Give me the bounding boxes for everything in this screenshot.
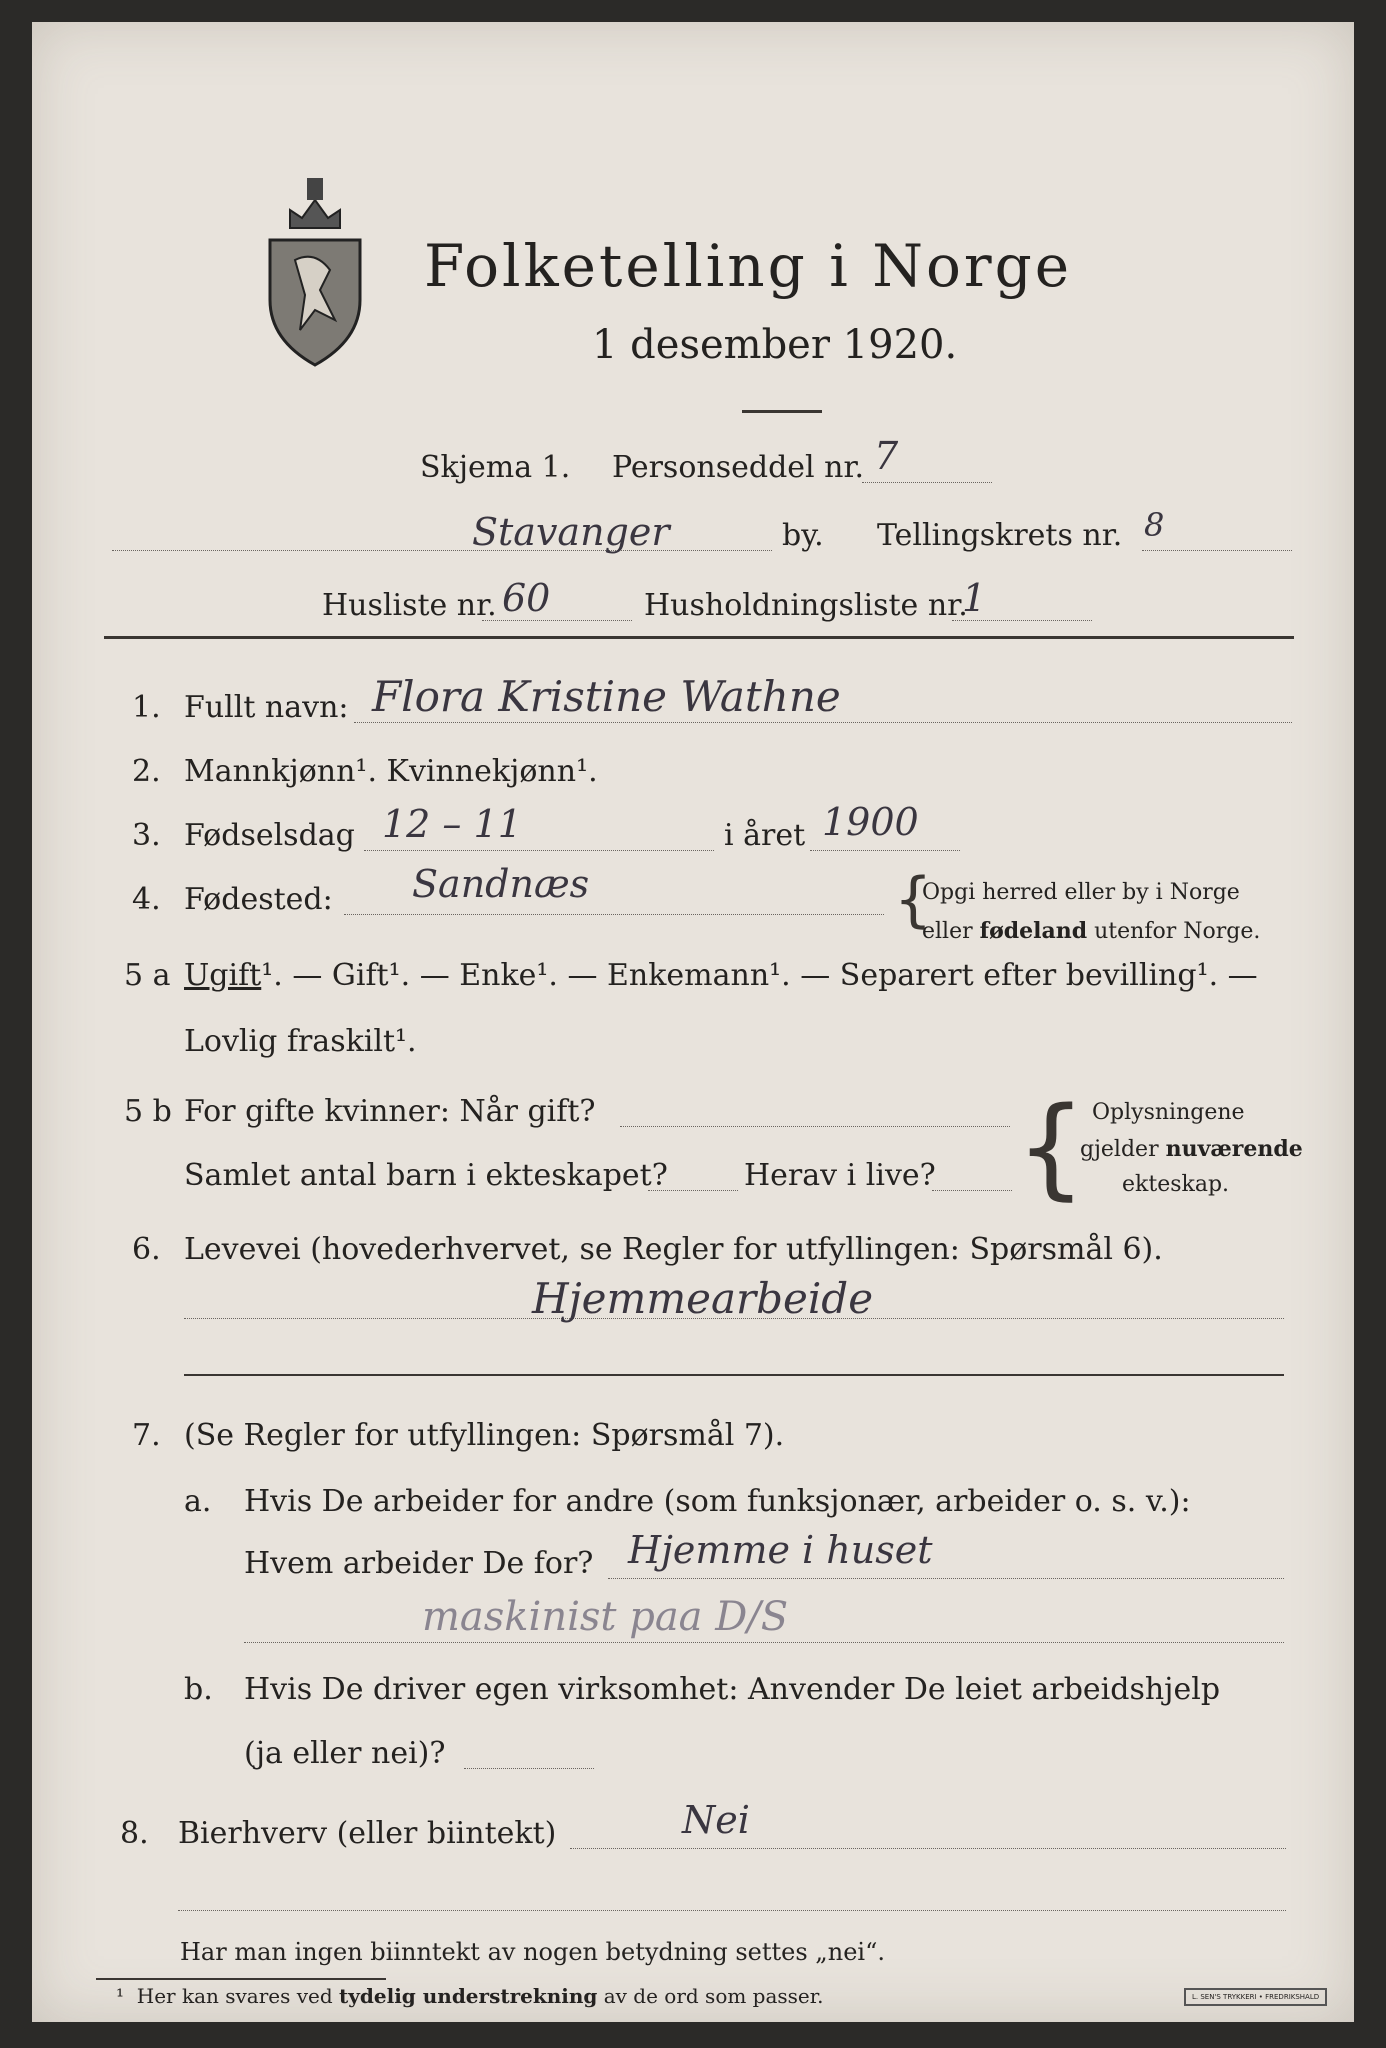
by-value: Stavanger xyxy=(472,510,670,554)
q7b-text: Hvis De driver egen virksomhet: Anvender De leiet arbeidshjelp xyxy=(244,1672,1221,1707)
q7a-employer: Hjemme i huset xyxy=(628,1528,933,1572)
q8-label: Bierhverv (eller biintekt) xyxy=(178,1816,557,1851)
q3-birth-year: 1900 xyxy=(822,800,919,844)
q7b-letter: b. xyxy=(184,1672,213,1707)
q5b-note-line1: Oplysningene xyxy=(1092,1100,1245,1125)
q5b-note-line3: ekteskap. xyxy=(1122,1172,1230,1197)
q4-number: 4. xyxy=(132,882,161,917)
q3-label: Fødselsdag xyxy=(184,818,355,853)
q4-birthplace: Sandnæs xyxy=(412,862,590,906)
skjema-label: Skjema 1. xyxy=(420,450,571,485)
census-form-page: Folketelling i Norge 1 desember 1920. Skjema 1. Personseddel nr. 7 Stavanger by. Tellingskrets nr. 8 Husliste nr. 60 Husholdningsliste nr. 1 1. Fullt navn: Flora Kristine Wathne 2. Mannkjønn¹. Kvinnekjønn¹. 3. Fødselsdag 12 – 11 i året 1900 4. Fødested: Sandnæs { Opgi herred eller by i Norge eller fødeland utenfor Norge. 5 a Ugift¹. — Gift¹. — Enke¹. — Enkemann¹. — Separert efter bevilling¹. — Lovlig fraskilt¹. 5 b For gifte kvinner: Når gift? Samlet antal barn i ekteskapet? Herav i live? { Oplysningene gjelder nuværende ekteskap. 6. Levevei (hovederhvervet, se Regler for utfyllingen: Spørsmål 6). Hjemmearbeide 7. (Se Regler for utfyllingen: Spørsmål 7). a. Hvis De arbeider for andre (som funksjonær, arbeider o. s. v.): Hvem arbeider De for? Hjemme i huset maskinist paa D/S b. Hvis De driver egen virksomhet: Anvender De leiet arbeidshjelp (ja eller nei)? 8. Bierhverv (eller biintekt) Nei Har man ingen biinntekt av nogen betydning settes „nei“. ¹ Her kan svares ved tydelig understrekning av de ord som passer. L. SEN'S TRYKKERI • FREDRIKSHALD xyxy=(32,22,1354,2022)
q5b-note-line2: gjelder nuværende xyxy=(1080,1136,1303,1162)
q3-birth-day: 12 – 11 xyxy=(382,802,522,846)
q4-note-line1: Opgi herred eller by i Norge xyxy=(922,880,1240,905)
tellingskrets-value: 8 xyxy=(1144,506,1165,544)
husholdningsliste-label: Husholdningsliste nr. xyxy=(644,588,968,623)
coat-of-arms-icon xyxy=(260,170,370,370)
husliste-label: Husliste nr. xyxy=(322,588,497,623)
q5b-number: 5 b xyxy=(124,1094,172,1129)
form-title: Folketelling i Norge xyxy=(424,232,1073,300)
q5a-status: Ugift¹. — Gift¹. — Enke¹. — Enkemann¹. — Separert efter bevilling¹. — xyxy=(184,958,1258,993)
q3-number: 3. xyxy=(132,818,161,853)
q7a-letter: a. xyxy=(184,1484,212,1519)
q5b-label2: Samlet antal barn i ekteskapet? xyxy=(184,1158,668,1193)
husholdningsliste-value: 1 xyxy=(962,576,987,620)
nei-note: Har man ingen biinntekt av nogen betydning settes „nei“. xyxy=(180,1938,885,1966)
q5a-number: 5 a xyxy=(124,958,171,993)
q5a-ugift-underlined: Ugift xyxy=(184,958,262,993)
q7a-text: Hvis De arbeider for andre (som funksjonær, arbeider o. s. v.): xyxy=(244,1484,1191,1519)
q5b-label1: For gifte kvinner: Når gift? xyxy=(184,1094,596,1129)
q7a-employer-note: maskinist paa D/S xyxy=(422,1594,789,1640)
personseddel-label: Personseddel nr. xyxy=(612,450,865,485)
printer-stamp: L. SEN'S TRYKKERI • FREDRIKSHALD xyxy=(1184,1988,1327,2006)
q4-note-line2: eller fødeland utenfor Norge. xyxy=(922,918,1261,944)
q8-number: 8. xyxy=(120,1816,149,1851)
q7a-label: Hvem arbeider De for? xyxy=(244,1546,594,1581)
q7-label: (Se Regler for utfyllingen: Spørsmål 7). xyxy=(184,1418,785,1453)
q5b-label3: Herav i live? xyxy=(744,1158,936,1193)
personseddel-value: 7 xyxy=(874,434,899,478)
census-date: 1 desember 1920. xyxy=(592,322,958,368)
footnote: ¹ Her kan svares ved tydelig understrekning av de ord som passer. xyxy=(116,1984,824,2008)
by-label: by. xyxy=(782,518,824,553)
q1-number: 1. xyxy=(132,690,161,725)
husliste-value: 60 xyxy=(502,576,551,620)
q2-label: Mannkjønn¹. Kvinnekjønn¹. xyxy=(184,754,598,789)
q2-number: 2. xyxy=(132,754,161,789)
q7-number: 7. xyxy=(132,1418,161,1453)
q7b-label: (ja eller nei)? xyxy=(244,1736,446,1771)
q6-label: Levevei (hovederhvervet, se Regler for utfyllingen: Spørsmål 6). xyxy=(184,1232,1163,1267)
q6-occupation: Hjemmearbeide xyxy=(532,1274,874,1323)
q1-full-name: Flora Kristine Wathne xyxy=(372,672,841,721)
tellingskrets-label: Tellingskrets nr. xyxy=(877,518,1123,553)
q3-year-label: i året xyxy=(724,818,806,853)
q4-label: Fødested: xyxy=(184,882,333,917)
q8-value: Nei xyxy=(682,1798,750,1842)
q6-number: 6. xyxy=(132,1232,161,1267)
q1-label: Fullt navn: xyxy=(184,690,349,725)
q5a-line2: Lovlig fraskilt¹. xyxy=(184,1024,417,1059)
